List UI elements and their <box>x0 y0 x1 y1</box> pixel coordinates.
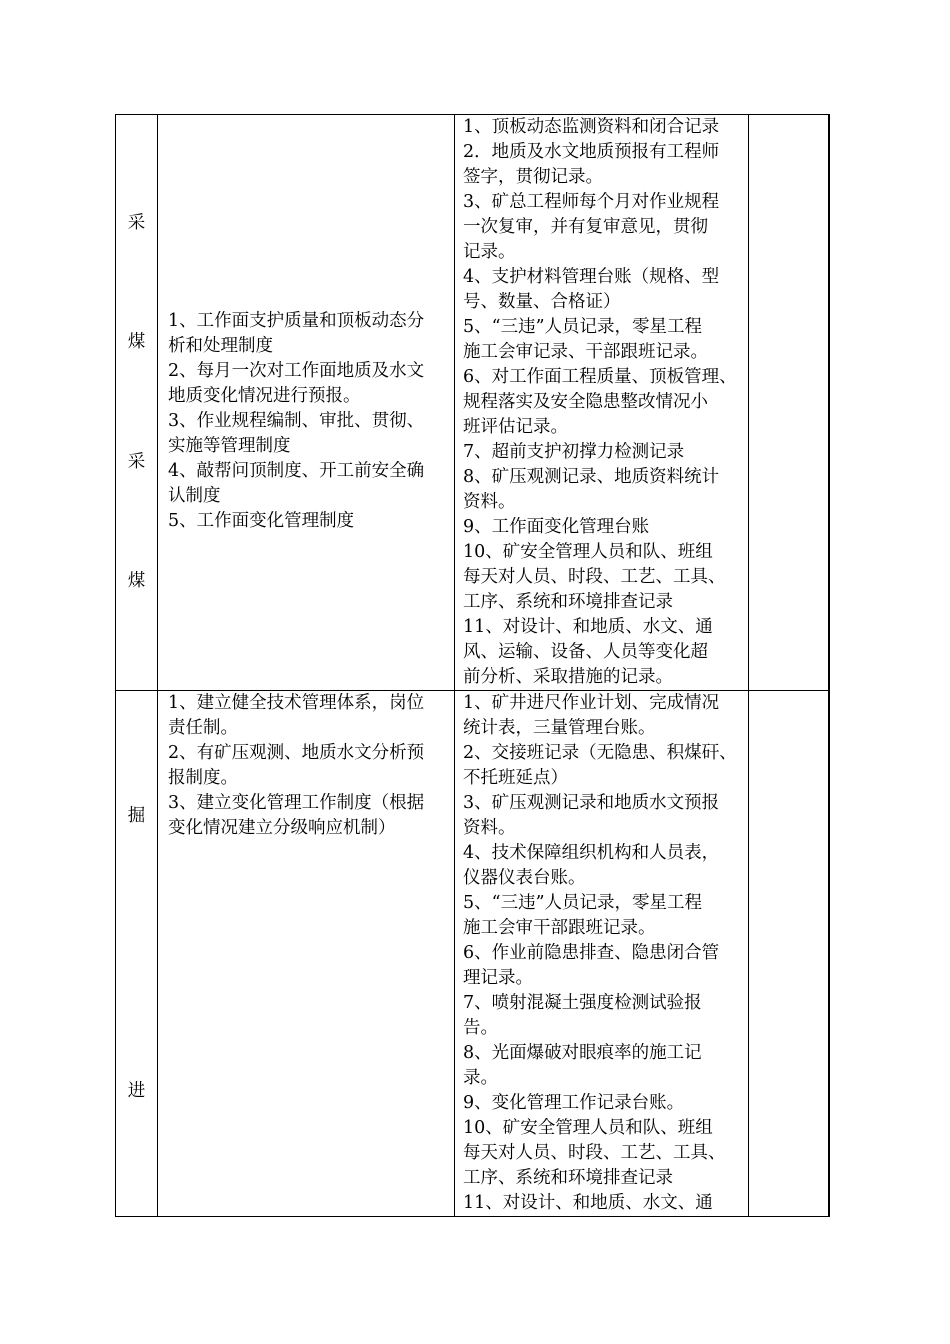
record-line: 工序、系统和环境排查记录 <box>463 592 673 612</box>
record-line: 5、“三违”人员记录，零星工程 <box>463 893 703 913</box>
record-line: 每天对人员、时段、工艺、工具、 <box>463 567 726 587</box>
records-cell <box>455 115 749 691</box>
system-line: 1、工作面支护质量和顶板动态分 <box>168 311 425 331</box>
record-line: 7、超前支护初撑力检测记录 <box>463 442 685 462</box>
record-line: 2、交接班记录（无隐患、积煤矸、 <box>463 743 737 763</box>
record-line: 统计表，三量管理台账。 <box>463 718 656 738</box>
notes-cell <box>749 691 830 1217</box>
record-line: 不托班延点） <box>463 768 568 788</box>
systems-cell <box>158 691 455 1217</box>
system-line: 实施等管理制度 <box>168 436 291 456</box>
record-line: 5、“三违”人员记录，零星工程 <box>463 317 703 337</box>
record-line: 告。 <box>463 1018 498 1038</box>
record-line: 10、矿安全管理人员和队、班组 <box>463 1118 713 1138</box>
record-line: 4、技术保障组织机构和人员表， <box>463 843 720 863</box>
record-line: 理记录。 <box>463 968 533 988</box>
category-char: 采 <box>127 212 146 233</box>
record-line: 7、喷射混凝土强度检测试验报 <box>463 993 702 1013</box>
record-line: 工序、系统和环境排查记录 <box>463 1168 673 1188</box>
system-line: 5、工作面变化管理制度 <box>168 511 355 531</box>
record-line: 施工会审干部跟班记录。 <box>463 918 656 938</box>
system-line: 析和处理制度 <box>168 336 273 356</box>
record-line: 班评估记录。 <box>463 417 568 437</box>
system-line: 3、建立变化管理工作制度（根据 <box>168 793 425 813</box>
record-line: 9、工作面变化管理台账 <box>463 517 650 537</box>
record-line: 风、运输、设备、人员等变化超 <box>463 642 708 662</box>
record-line: 1、矿井进尺作业计划、完成情况 <box>463 693 720 713</box>
record-line: 10、矿安全管理人员和队、班组 <box>463 542 713 562</box>
record-line: 前分析、采取措施的记录。 <box>463 667 673 687</box>
record-line: 11、对设计、和地质、水文、通 <box>463 1193 713 1213</box>
category-cell <box>116 115 158 691</box>
category-char: 掘 <box>127 805 146 826</box>
record-line: 1、顶板动态监测资料和闭合记录 <box>463 117 720 137</box>
record-line: 资料。 <box>463 818 516 838</box>
record-line: 3、矿压观测记录和地质水文预报 <box>463 793 720 813</box>
category-label <box>116 804 157 1104</box>
system-line: 地质变化情况进行预报。 <box>168 386 361 406</box>
record-line: 9、变化管理工作记录台账。 <box>463 1093 685 1113</box>
record-line: 6、对工作面工程质量、顶板管理、 <box>463 367 737 387</box>
record-line: 资料。 <box>463 492 516 512</box>
system-line: 认制度 <box>168 486 221 506</box>
system-line: 变化情况建立分级响应机制） <box>168 818 396 838</box>
category-char: 采 <box>127 451 146 472</box>
record-line: 记录。 <box>463 242 516 262</box>
record-line: 规程落实及安全隐患整改情况小 <box>463 392 708 412</box>
record-line: 6、作业前隐患排查、隐患闭合管 <box>463 943 720 963</box>
record-line: 8、光面爆破对眼痕率的施工记 <box>463 1043 702 1063</box>
inspection-table <box>115 114 830 1217</box>
category-char: 进 <box>127 1080 146 1101</box>
record-line: 3、矿总工程师每个月对作业规程 <box>463 192 720 212</box>
system-line: 2、每月一次对工作面地质及水文 <box>168 361 425 381</box>
category-cell <box>116 691 158 1217</box>
record-line: 2．地质及水文地质预报有工程师 <box>463 142 720 162</box>
system-line: 1、建立健全技术管理体系，岗位 <box>168 693 425 713</box>
record-line: 签字，贯彻记录。 <box>463 167 603 187</box>
notes-cell <box>749 115 830 691</box>
record-line: 施工会审记录、干部跟班记录。 <box>463 342 708 362</box>
record-line: 录。 <box>463 1068 498 1088</box>
record-line: 仪器仪表台账。 <box>463 868 586 888</box>
record-line: 11、对设计、和地质、水文、通 <box>463 617 713 637</box>
system-line: 责任制。 <box>168 718 238 738</box>
category-char: 煤 <box>127 571 146 592</box>
system-line: 报制度。 <box>168 768 238 788</box>
records-cell <box>455 691 749 1217</box>
system-line: 2、有矿压观测、地质水文分析预 <box>168 743 425 763</box>
record-line: 8、矿压观测记录、地质资料统计 <box>463 467 720 487</box>
record-line: 一次复审，并有复审意见，贯彻 <box>463 217 708 237</box>
record-line: 4、支护材料管理台账（规格、型 <box>463 267 720 287</box>
systems-cell <box>158 115 455 691</box>
category-label <box>116 116 157 689</box>
system-line: 3、作业规程编制、审批、贯彻、 <box>168 411 425 431</box>
record-line: 每天对人员、时段、工艺、工具、 <box>463 1143 726 1163</box>
category-char: 煤 <box>127 332 146 353</box>
table-row-tunneling <box>116 691 830 1217</box>
system-line: 4、敲帮问顶制度、开工前安全确 <box>168 461 425 481</box>
table-row-mining <box>116 115 830 691</box>
record-line: 号、数量、合格证） <box>463 292 621 312</box>
